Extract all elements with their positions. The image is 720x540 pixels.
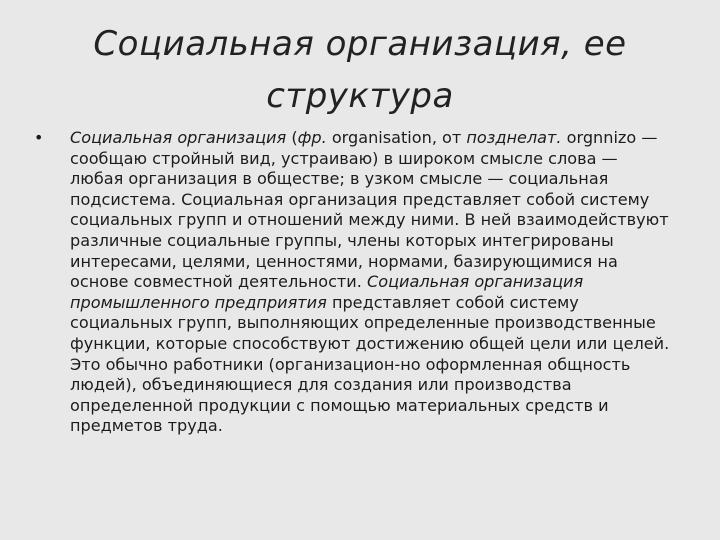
- text-fragment: orgnnizo — сообщаю стройный вид, устраиваю) в широком смысле слова — любая организация в обществе; в узком смысле — социальная подсистема. Социальная организация представляет собой систему социальных групп и отношений между ними. В ней взаимодействуют различные социальные группы, члены которых интегрированы интересами, целями, ценностями, нормами, базирующимися на основе совместной деятельности.: [70, 128, 669, 292]
- term-industrial-enterprise: Социальная организация промышленного предприятия: [70, 272, 584, 312]
- abbr-french: фр.: [297, 128, 327, 147]
- bullet-icon: •: [34, 128, 44, 147]
- abbr-late-latin: позднелат.: [466, 128, 562, 147]
- text-fragment: organisation, от: [326, 128, 467, 147]
- text-fragment: представляет собой систему социальных групп, выполняющих определенные производственные функции, которые способствуют достижению общей цели или целей. Это обычно работники (организацион-но оформленная общность людей), объединяющиеся для создания или производства определенной продукции с помощью материальных средств и предметов труда.: [70, 292, 670, 436]
- paragraph-text: [70, 128, 669, 435]
- slide-title: Социальная организация, ее структура: [93, 24, 627, 116]
- term-social-organization: Социальная организация: [70, 128, 287, 147]
- slide-body: [30, 128, 670, 437]
- text-fragment: (: [286, 128, 298, 147]
- bullet-paragraph: [30, 128, 670, 437]
